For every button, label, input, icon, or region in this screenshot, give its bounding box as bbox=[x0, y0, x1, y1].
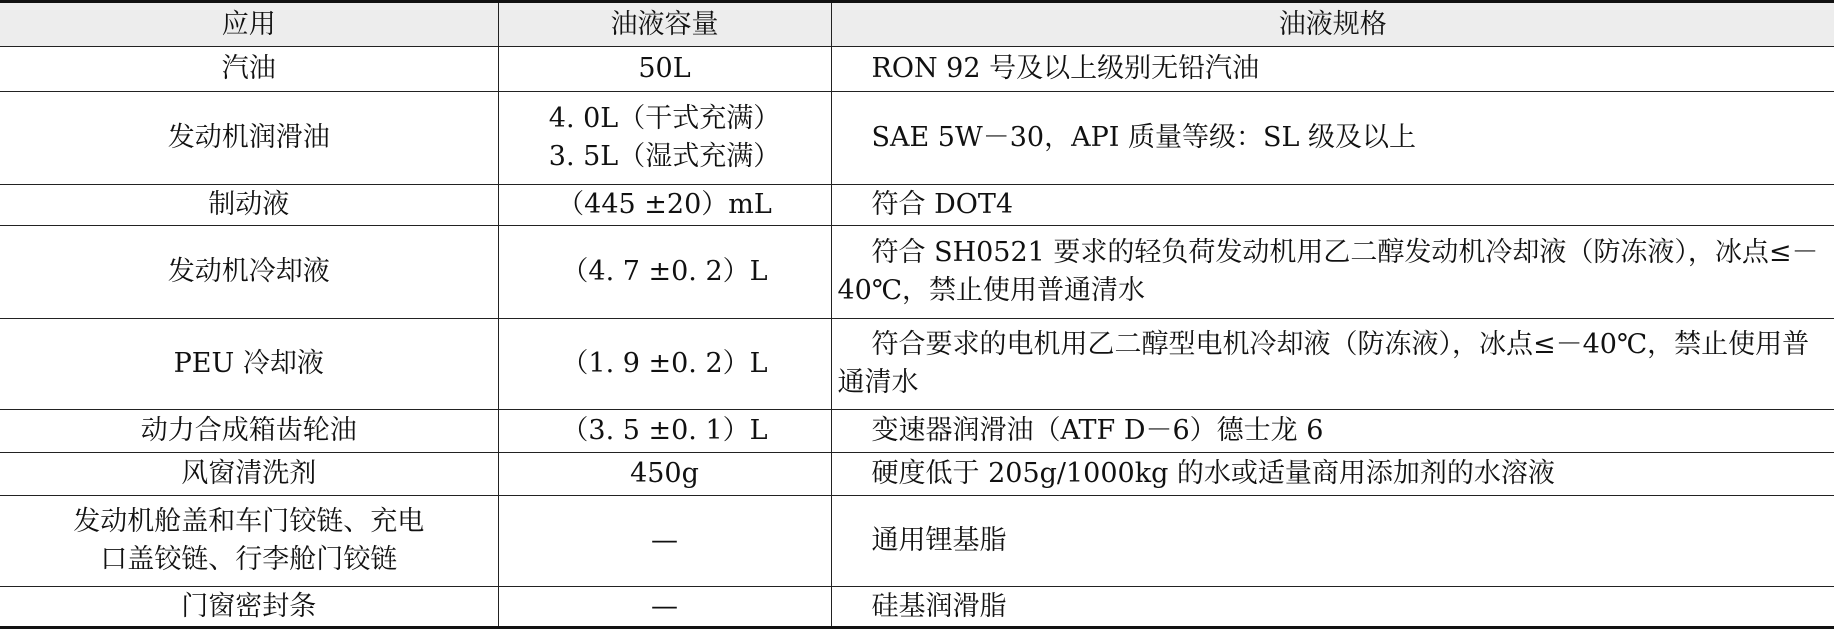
cell-application: 动力合成箱齿轮油 bbox=[0, 410, 498, 453]
table-row bbox=[0, 47, 1834, 92]
table-row bbox=[0, 410, 1834, 453]
cell-specification bbox=[831, 185, 1834, 226]
table-row bbox=[0, 319, 1834, 410]
header-application: 应用 bbox=[0, 2, 498, 47]
cell-capacity: （4. 7 ±0. 2）L bbox=[498, 226, 831, 319]
cell-specification bbox=[831, 226, 1834, 319]
cell-specification bbox=[831, 496, 1834, 587]
cell-application: 风窗清洗剂 bbox=[0, 453, 498, 496]
cell-capacity bbox=[498, 92, 831, 185]
cell-specification bbox=[831, 587, 1834, 628]
cell-capacity: （1. 9 ±0. 2）L bbox=[498, 319, 831, 410]
header-capacity: 油液容量 bbox=[498, 2, 831, 47]
cell-capacity: — bbox=[498, 496, 831, 587]
spec-text: 符合要求的电机用乙二醇型电机冷却液（防冻液），冰点≤－40℃，禁止使用普通清水 bbox=[837, 329, 1810, 398]
spec-text: SAE 5W－30，API 质量等级：SL 级及以上 bbox=[871, 122, 1416, 153]
cell-application: 门窗密封条 bbox=[0, 587, 498, 628]
application-line: 口盖铰链、行李舱门铰链 bbox=[100, 544, 398, 575]
table-row bbox=[0, 453, 1834, 496]
application-line: 发动机舱盖和车门铰链、充电 bbox=[73, 506, 425, 537]
cell-specification bbox=[831, 410, 1834, 453]
cell-application: 制动液 bbox=[0, 185, 498, 226]
cell-capacity: （3. 5 ±0. 1）L bbox=[498, 410, 831, 453]
cell-specification bbox=[831, 92, 1834, 185]
spec-text: 通用锂基脂 bbox=[871, 525, 1007, 556]
cell-capacity: — bbox=[498, 587, 831, 628]
cell-capacity: 50L bbox=[498, 47, 831, 92]
spec-text: 符合 DOT4 bbox=[871, 189, 1014, 220]
cell-application: 发动机冷却液 bbox=[0, 226, 498, 319]
capacity-line: 4. 0L（干式充满） bbox=[548, 103, 781, 134]
spec-text: 变速器润滑油（ATF D－6）德士龙 6 bbox=[871, 415, 1324, 446]
spec-text: 硬度低于 205g/1000kg 的水或适量商用添加剂的水溶液 bbox=[871, 458, 1555, 489]
table-row bbox=[0, 496, 1834, 587]
header-specification: 油液规格 bbox=[831, 2, 1834, 47]
capacity-line: 3. 5L（湿式充满） bbox=[548, 141, 781, 172]
cell-specification bbox=[831, 319, 1834, 410]
cell-capacity: 450g bbox=[498, 453, 831, 496]
spec-text: 符合 SH0521 要求的轻负荷发动机用乙二醇发动机冷却液（防冻液），冰点≤－40℃，禁止使用普通清水 bbox=[837, 237, 1819, 306]
cell-application bbox=[0, 496, 498, 587]
table-row bbox=[0, 587, 1834, 628]
spec-text: 硅基润滑脂 bbox=[871, 590, 1007, 622]
cell-application: 发动机润滑油 bbox=[0, 92, 498, 185]
table-row bbox=[0, 226, 1834, 319]
table-row bbox=[0, 92, 1834, 185]
cell-application: 汽油 bbox=[0, 47, 498, 92]
cell-specification bbox=[831, 453, 1834, 496]
cell-capacity: （445 ±20）mL bbox=[498, 185, 831, 226]
table-row bbox=[0, 185, 1834, 226]
spec-text: RON 92 号及以上级别无铅汽油 bbox=[871, 53, 1260, 84]
table-header-row bbox=[0, 2, 1834, 47]
cell-application: PEU 冷却液 bbox=[0, 319, 498, 410]
cell-specification bbox=[831, 47, 1834, 92]
